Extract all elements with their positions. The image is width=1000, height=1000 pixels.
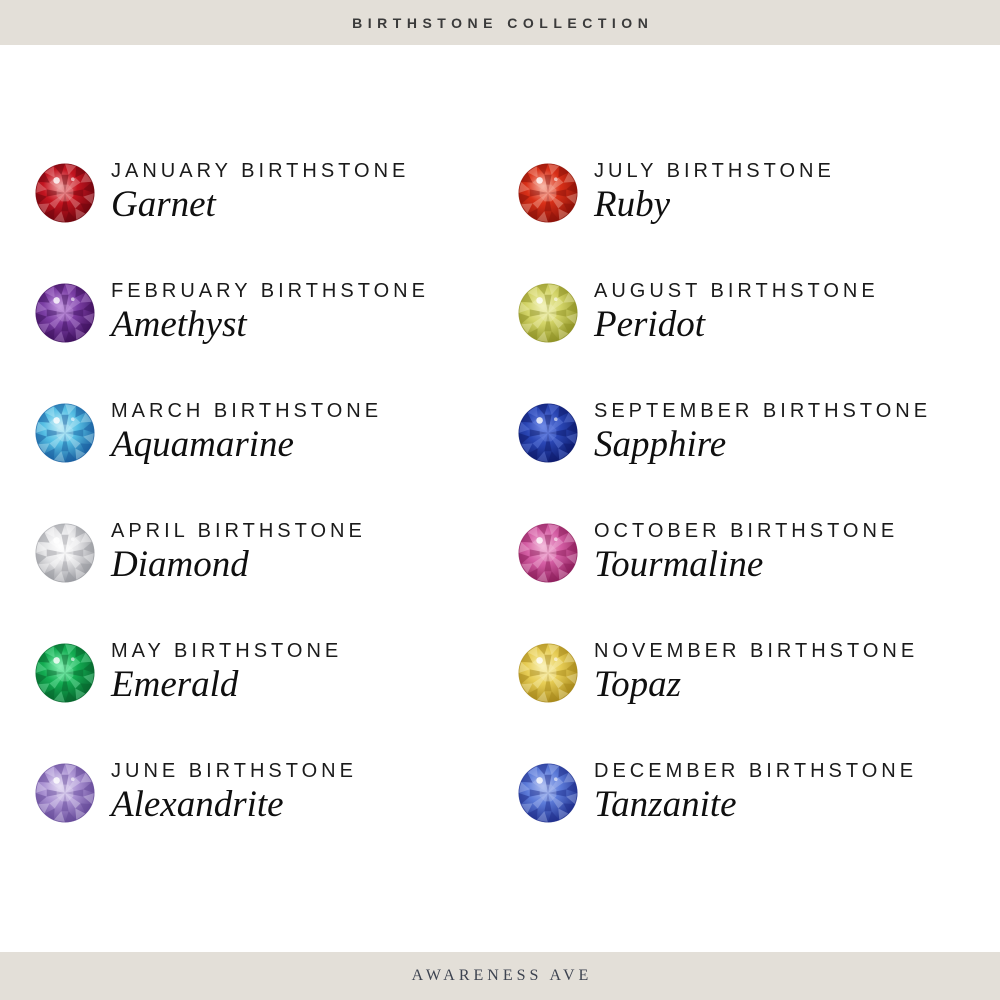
stone-name: Tourmaline [594,544,764,586]
month-label: OCTOBER BIRTHSTONE [594,520,899,543]
stone-name: Aquamarine [111,424,294,466]
page-title: BIRTHSTONE COLLECTION [352,14,654,31]
stone-text [111,161,409,225]
month-label: FEBRUARY BIRTHSTONE [111,280,429,303]
brand-name: AWARENESS AVE [411,967,593,984]
stone-row [518,400,978,466]
month-label: DECEMBER BIRTHSTONE [594,760,918,783]
diamond-gem-icon [35,523,95,583]
month-label: JANUARY BIRTHSTONE [111,160,410,183]
stone-text [594,401,931,465]
stone-name: Ruby [594,184,671,226]
month-label: MARCH BIRTHSTONE [111,400,383,423]
peridot-gem-icon [518,283,578,343]
header-banner [0,0,1000,45]
stone-row [518,160,978,226]
stone-text [594,161,835,225]
month-label: JUNE BIRTHSTONE [111,760,357,783]
stone-text [111,281,429,345]
stone-name: Garnet [111,184,216,226]
stone-name: Peridot [594,304,705,346]
stone-row [518,760,978,826]
stone-row [518,280,978,346]
month-label: AUGUST BIRTHSTONE [594,280,879,303]
month-label: MAY BIRTHSTONE [111,640,343,663]
stone-text [594,521,898,585]
tanzanite-gem-icon [518,763,578,823]
stone-row [35,160,475,226]
aquamarine-gem-icon [35,403,95,463]
sapphire-gem-icon [518,403,578,463]
stone-column-left [35,160,475,883]
stone-column-right [518,160,978,883]
month-label: APRIL BIRTHSTONE [111,520,366,543]
month-label: JULY BIRTHSTONE [594,160,835,183]
stone-text [594,641,918,705]
stone-name: Alexandrite [111,784,284,826]
footer-banner [0,952,1000,1000]
stone-row [35,640,475,706]
tourmaline-gem-icon [518,523,578,583]
topaz-gem-icon [518,643,578,703]
stone-text [111,761,357,825]
month-label: NOVEMBER BIRTHSTONE [594,640,919,663]
garnet-gem-icon [35,163,95,223]
stone-name: Diamond [111,544,249,586]
emerald-gem-icon [35,643,95,703]
stone-text [111,401,382,465]
stone-row [35,400,475,466]
stone-name: Tanzanite [594,784,737,826]
stone-name: Sapphire [594,424,727,466]
stone-text [111,521,366,585]
stone-row [35,520,475,586]
stone-name: Amethyst [111,304,247,346]
stone-row [518,520,978,586]
stone-row [35,280,475,346]
amethyst-gem-icon [35,283,95,343]
stone-name: Emerald [111,664,239,706]
ruby-gem-icon [518,163,578,223]
month-label: SEPTEMBER BIRTHSTONE [594,400,932,423]
stone-text [594,281,879,345]
stone-name: Topaz [594,664,682,706]
stone-text [594,761,917,825]
stone-row [518,640,978,706]
stone-text [111,641,342,705]
alexandrite-gem-icon [35,763,95,823]
stone-row [35,760,475,826]
